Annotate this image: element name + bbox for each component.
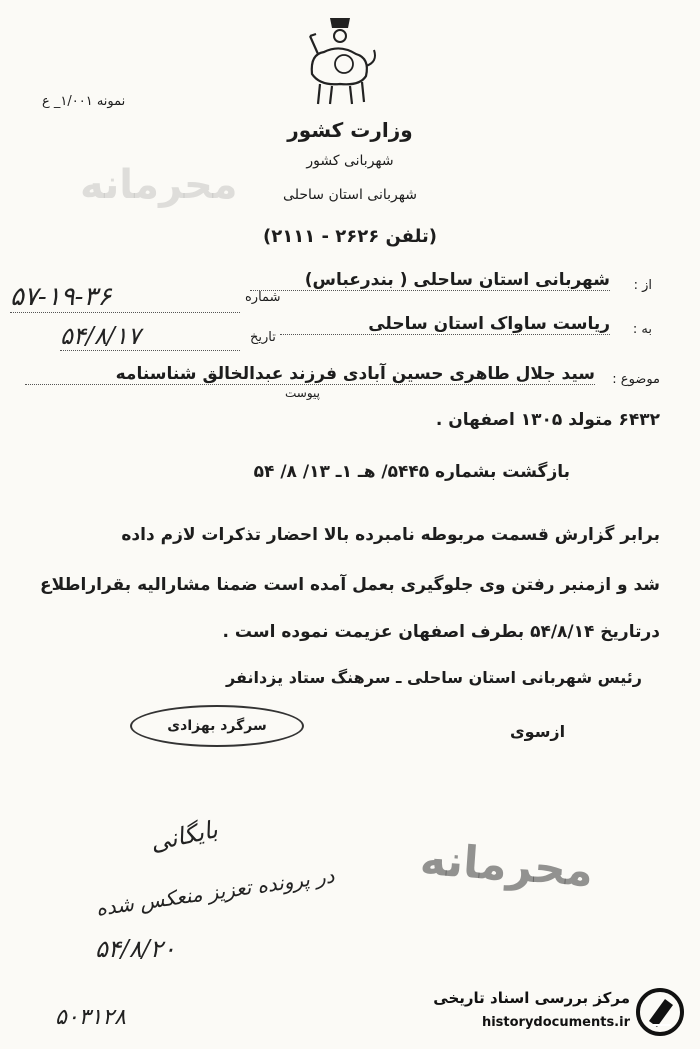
date-value: ۵۴/۸/۱۷	[60, 322, 240, 351]
archive-logo-icon	[635, 987, 685, 1037]
from-label: از :	[633, 278, 652, 293]
body-line-1: برابر گزارش قسمت مربوطه نامبرده بالا احضار تذکرات لازم داده	[121, 525, 660, 545]
on-behalf-label: ازسوی	[510, 722, 566, 741]
handwritten-note-filed: در پرونده تعزیز منعکس شده	[94, 863, 336, 921]
body-line-3: درتاریخ ۵۴/۸/۱۴ بطرف اصفهان عزیمت نموده است .	[222, 622, 660, 642]
officer-seal: سرگرد بهزادی	[130, 705, 304, 747]
from-value: شهربانی استان ساحلی ( بندرعباس)	[250, 270, 610, 291]
subject-value: سید جلال طاهری حسین آبادی فرزند عبدالخالق شناسنامه	[25, 364, 595, 385]
number-value: ۵۷-۱۹-۳۶	[10, 282, 240, 313]
to-label: به :	[632, 322, 652, 337]
subject-continuation: ۶۴۳۲ متولد ۱۳۰۵ اصفهان .	[435, 410, 660, 430]
reference-line: بازگشت بشماره ۵۴۴۵/ هـ ۱ـ ۱۳/ ۸/ ۵۴	[253, 462, 570, 482]
form-number: نمونه ۱/۰۰۱_ ع	[42, 94, 126, 109]
body-line-2: شد و ازمنبر رفتن وی جلوگیری بعمل آمده است ضمنا مشارالیه بقراراطلاع	[39, 575, 660, 595]
archive-watermark	[420, 985, 690, 1045]
phone-number: (تلفن ۲۶۲۶ - ۲۱۱۱)	[263, 226, 437, 247]
subject-label: موضوع :	[612, 372, 660, 387]
attachment-label: پیوست	[285, 386, 320, 400]
faded-confidential-stamp: محرمانه	[80, 162, 238, 208]
lion-and-sun-emblem	[300, 14, 380, 109]
department-name: شهربانی کشور	[306, 153, 394, 169]
date-label: تاریخ	[250, 330, 276, 345]
document-code: ۵۰۳۱۲۸	[55, 1005, 126, 1030]
archive-title: مرکز بررسی اسناد تاریخی	[433, 989, 630, 1007]
to-value: ریاست ساواک استان ساحلی	[280, 314, 610, 335]
confidential-stamp: محرمانه	[418, 834, 595, 897]
signatory-title: رئیس شهربانی استان ساحلی ـ سرهنگ ستاد یزدانفر	[225, 668, 642, 687]
number-label: شماره	[245, 290, 281, 305]
provincial-department: شهربانی استان ساحلی	[283, 187, 417, 203]
handwritten-date: ۵۴/۸/۲۰	[95, 935, 176, 963]
ministry-title: وزارت کشور	[287, 118, 413, 142]
handwritten-note-archive: بایگانی	[147, 815, 221, 857]
archive-url[interactable]: historydocuments.ir	[481, 1015, 630, 1030]
